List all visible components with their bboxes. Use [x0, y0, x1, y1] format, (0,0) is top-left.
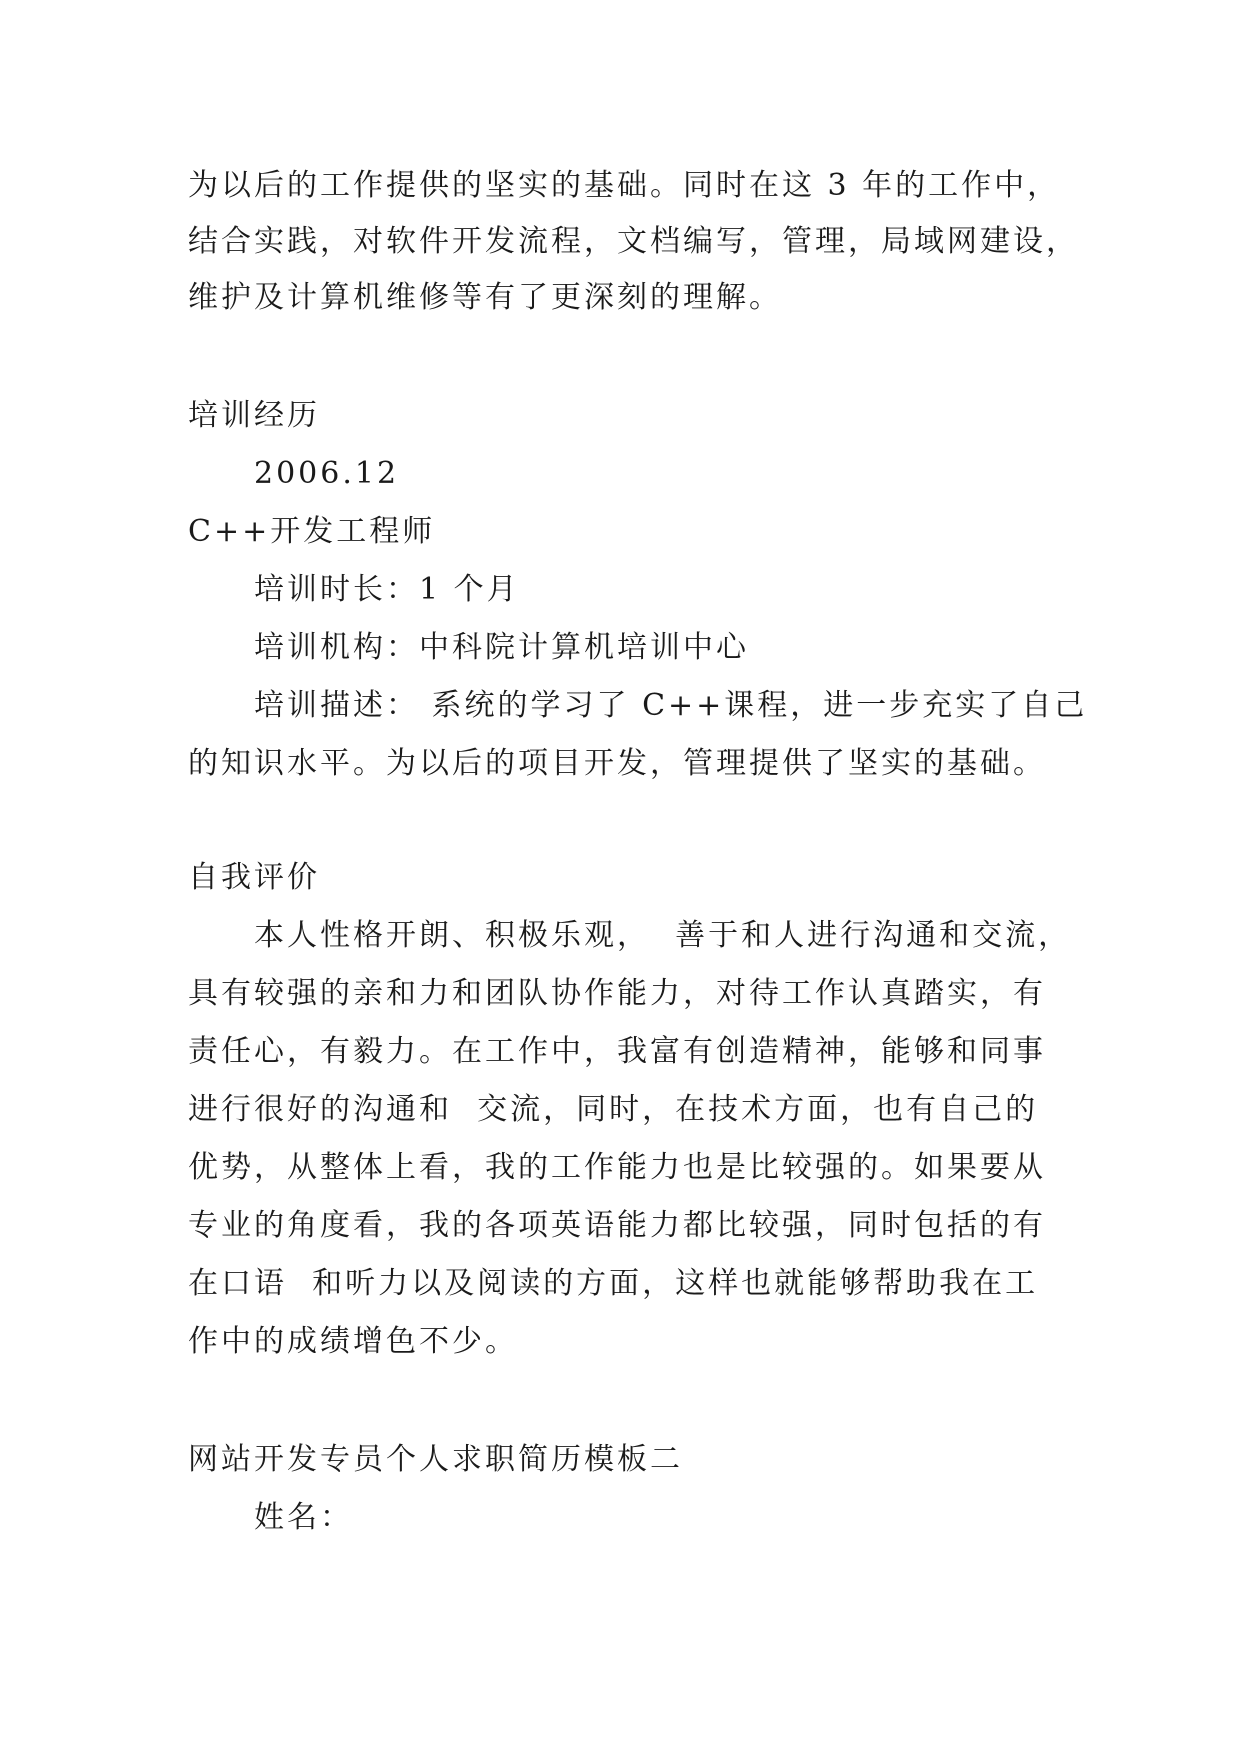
training-duration: 培训时长：1 个月 [254, 572, 520, 607]
template2-title: 网站开发专员个人求职简历模板二 [188, 1442, 683, 1477]
self-evaluation-line-6: 专业的角度看，我的各项英语能力都比较强，同时包括的有 [188, 1208, 1046, 1243]
training-description-line-2: 的知识水平。为以后的项目开发，管理提供了坚实的基础。 [188, 746, 1046, 781]
name-label: 姓名： [254, 1500, 353, 1535]
self-evaluation-line-8: 作中的成绩增色不少。 [188, 1324, 518, 1359]
training-heading: 培训经历 [188, 398, 320, 433]
work-paragraph-line-2: 结合实践，对软件开发流程，文档编写，管理，局域网建设， [188, 224, 1079, 259]
self-evaluation-heading: 自我评价 [188, 860, 320, 895]
self-evaluation-line-7: 在口语 和听力以及阅读的方面，这样也就能够帮助我在工 [188, 1266, 1039, 1301]
training-course: C++开发工程师 [188, 514, 436, 549]
self-evaluation-line-3: 责任心，有毅力。在工作中，我富有创造精神，能够和同事 [188, 1034, 1046, 1069]
work-paragraph-line-3: 维护及计算机维修等有了更深刻的理解。 [188, 280, 782, 315]
training-date: 2006.12 [254, 456, 400, 491]
work-paragraph-line-1: 为以后的工作提供的坚实的基础。同时在这 3 年的工作中， [188, 168, 1061, 203]
self-evaluation-line-2: 具有较强的亲和力和团队协作能力，对待工作认真踏实，有 [188, 976, 1046, 1011]
self-evaluation-line-4: 进行很好的沟通和 交流，同时，在技术方面，也有自己的 [188, 1092, 1039, 1127]
self-evaluation-line-1: 本人性格开朗、积极乐观， 善于和人进行沟通和交流， [254, 918, 1072, 953]
training-description-line-1: 培训描述： 系统的学习了 C++课程，进一步充实了自己 [254, 688, 1088, 723]
self-evaluation-line-5: 优势，从整体上看，我的工作能力也是比较强的。如果要从 [188, 1150, 1046, 1185]
training-institution: 培训机构：中科院计算机培训中心 [254, 630, 749, 665]
